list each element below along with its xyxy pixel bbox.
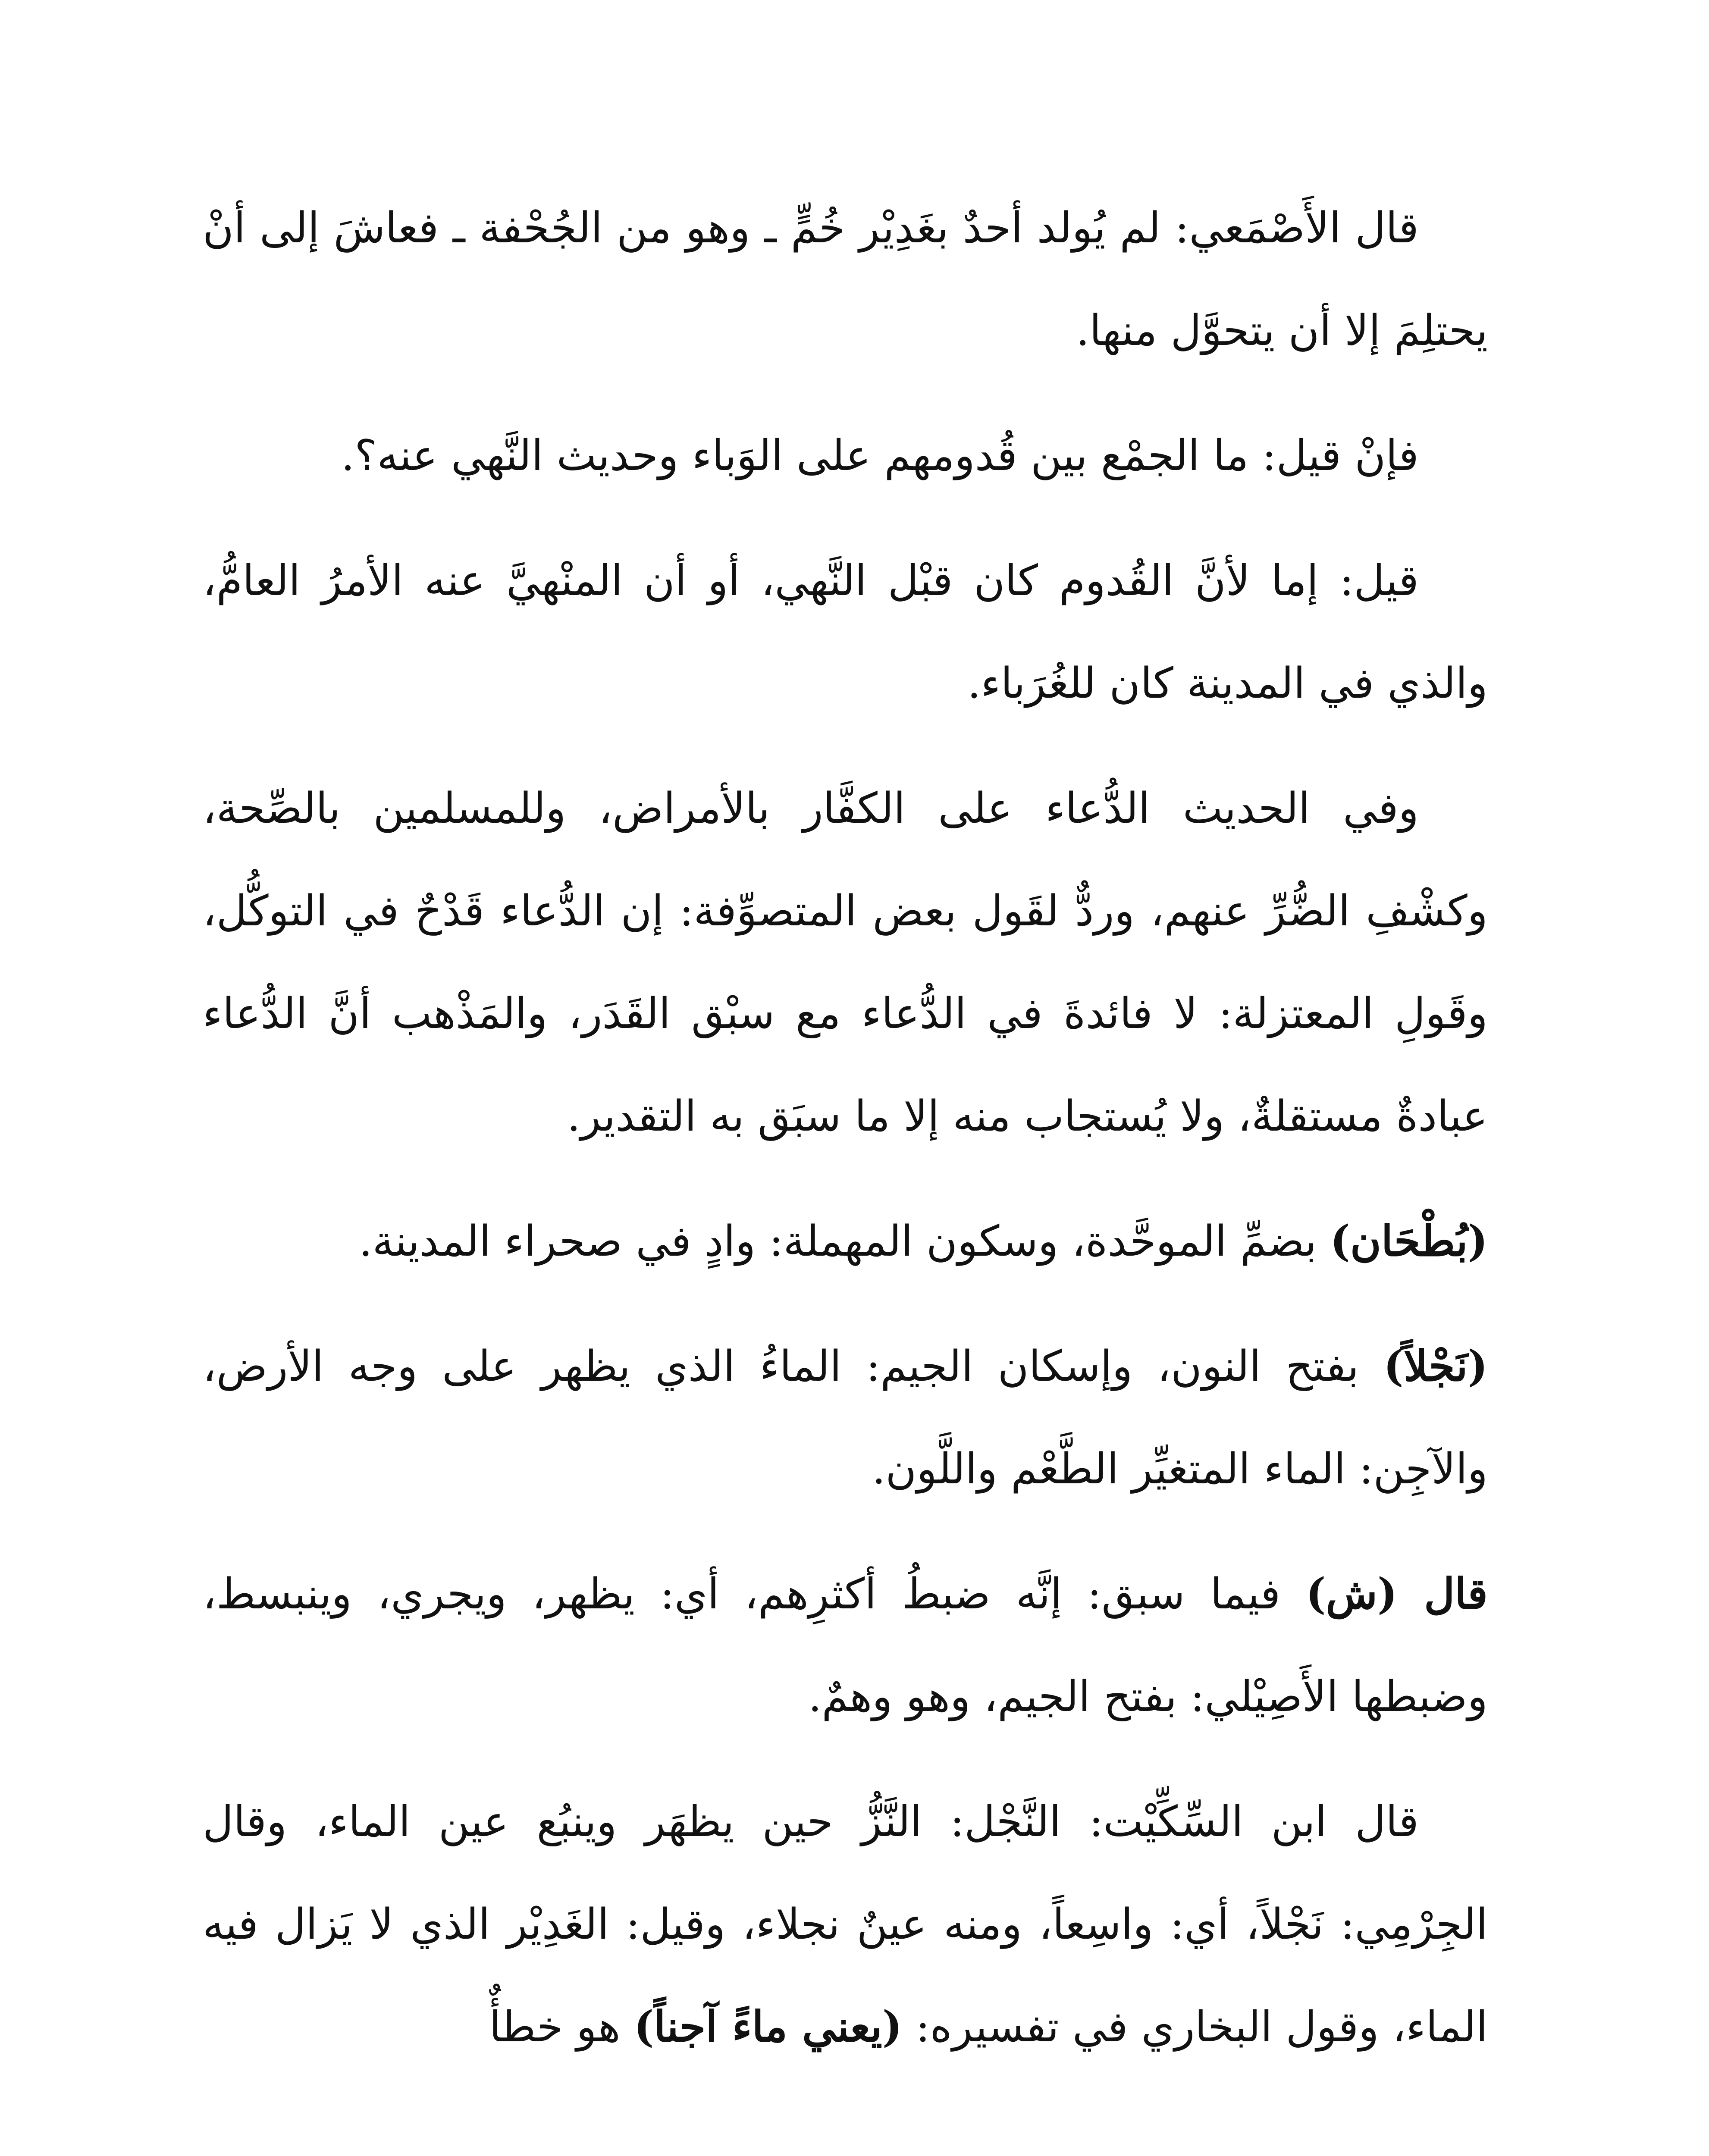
entry-headword: قال (ش) xyxy=(1306,1569,1488,1619)
paragraph-buthan xyxy=(203,1190,1488,1293)
paragraph-text: فيما سبق: إنَّه ضبطُ أكثرِهم، أي: يظهر، ويجري، وينبسط، وضبطها الأَصِيْلي: بفتح الجيم، وهو وهمٌ. xyxy=(203,1570,1488,1721)
paragraph-text: بضمِّ الموحَّدة، وسكون المهملة: وادٍ في صحراء المدينة. xyxy=(359,1217,1330,1266)
quoted-phrase: (يعني ماءً آجناً) xyxy=(633,2002,903,2052)
paragraph-ibn-sikkit xyxy=(203,1771,1488,2078)
paragraph-text: قال الأَصْمَعي: لم يُولد أحدٌ بغَدِيْر خُمٍّ ـ وهو من الجُحْفة ـ فعاشَ إلى أنْ يحتلِمَ إلا أن يتحوَّل منها. xyxy=(203,204,1488,355)
entry-headword: (نَجْلاً) xyxy=(1383,1341,1488,1391)
paragraph-text: قال ابن السِّكِّيْت: النَّجْل: النَّزُّ حين يظهَر وينبُع عين الماء، وقال الجِرْمِي: نَجْلاً، أي: واسِعاً، ومنه عينٌ نجلاء، وقيل: الغَدِيْر الذي لا يَزال فيه الماء، وقول البخاري في تفسيره: xyxy=(203,1797,1488,2052)
paragraph-answer xyxy=(203,530,1488,735)
paragraph-text: بفتح النون، وإسكان الجيم: الماءُ الذي يظهر على وجه الأرض، والآجِن: الماء المتغيِّر الطَّعْم واللَّون. xyxy=(203,1342,1488,1494)
paragraph-text: قيل: إما لأنَّ القُدوم كان قبْل النَّهي، أو أن المنْهيَّ عنه الأمرُ العامُّ، والذي في المدينة كان للغُرَباء. xyxy=(203,556,1488,708)
entry-headword: (بُطْحَان) xyxy=(1330,1216,1488,1266)
paragraph-asmai xyxy=(203,177,1488,382)
paragraph-dua xyxy=(203,757,1488,1168)
paragraph-najl xyxy=(203,1315,1488,1520)
paragraph-qal-sh xyxy=(203,1543,1488,1748)
paragraph-text: وفي الحديث الدُّعاء على الكفَّار بالأمراض، وللمسلمين بالصِّحة، وكشْفِ الضُّرِّ عنهم، وردٌّ لقَول بعض المتصوِّفة: إن الدُّعاء قَدْحٌ في التوكُّل، وقَولِ المعتزلة: لا فائدةَ في الدُّعاء مع سبْق القَدَر، والمَذْهب أنَّ الدُّعاء عبادةٌ مستقلةٌ، ولا يُستجاب منه إلا ما سبَق به التقدير. xyxy=(203,784,1488,1141)
paragraph-tail: هو خطأٌ xyxy=(489,2002,634,2052)
paragraph-text: فإنْ قيل: ما الجمْع بين قُدومهم على الوَباء وحديث النَّهي عنه؟. xyxy=(341,431,1419,480)
body-text xyxy=(203,177,1488,2101)
paragraph-question xyxy=(203,404,1488,507)
